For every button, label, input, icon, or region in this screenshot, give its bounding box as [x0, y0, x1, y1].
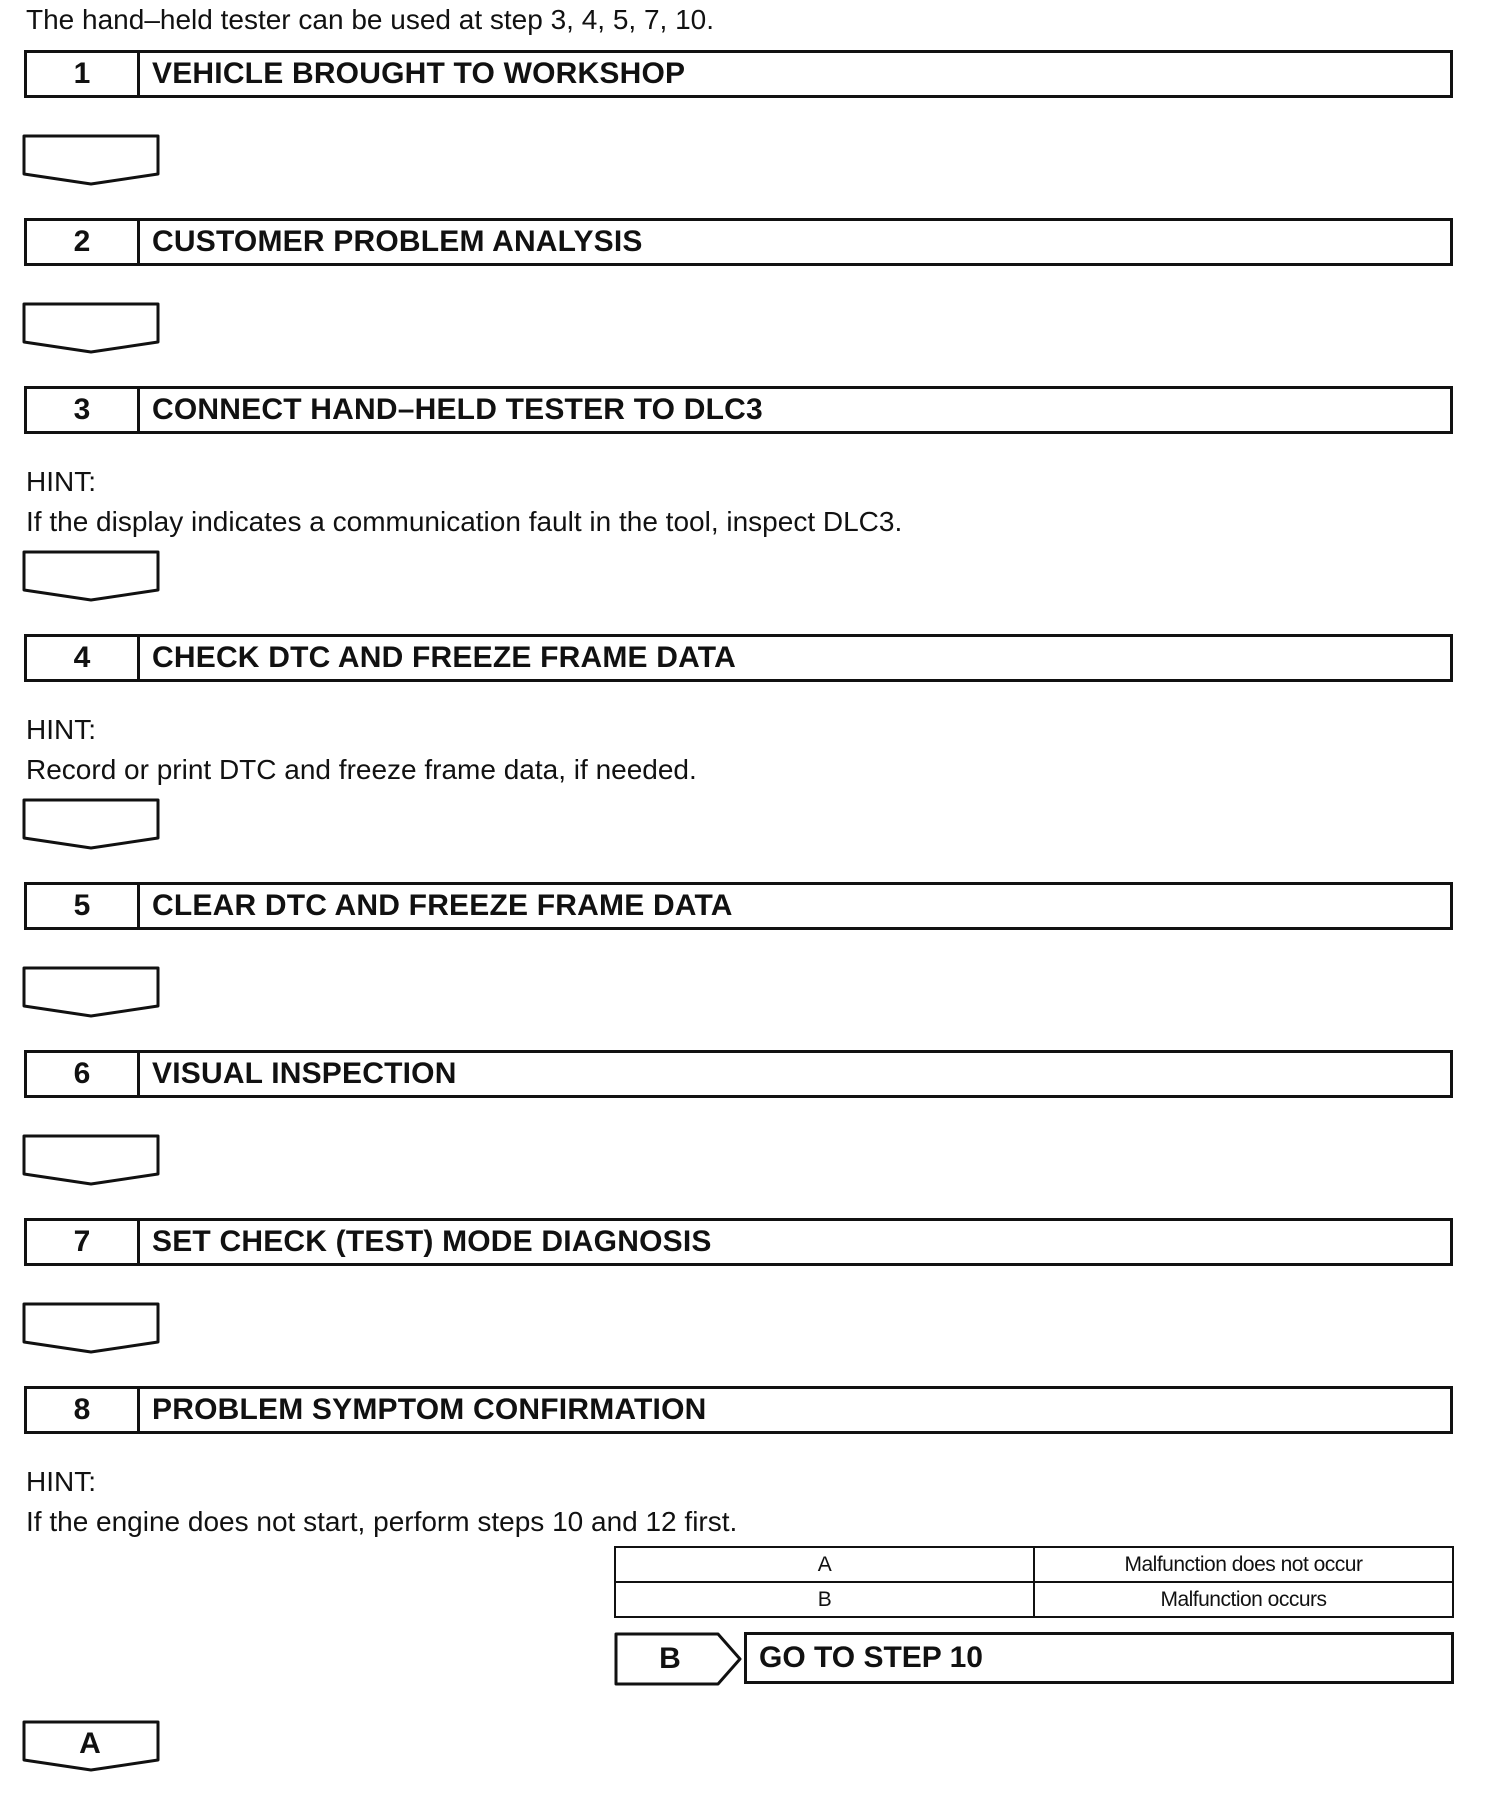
step-title: CONNECT HAND–HELD TESTER TO DLC3 — [152, 393, 763, 426]
step-6-box — [24, 1050, 1453, 1098]
step-number: 8 — [27, 1389, 140, 1431]
hint-label: HINT: — [26, 714, 96, 745]
intro-text: The hand–held tester can be used at step 3, 4, 5, 7, 10. — [26, 4, 715, 35]
step-number: 2 — [27, 221, 140, 263]
result-code: B — [615, 1582, 1034, 1617]
result-description: Malfunction does not occur — [1034, 1547, 1453, 1582]
step-title: PROBLEM SYMPTOM CONFIRMATION — [152, 1393, 707, 1426]
step-number: 1 — [27, 53, 140, 95]
arrow-label: A — [79, 1727, 101, 1760]
step-number: 7 — [27, 1221, 140, 1263]
branch-code: B — [659, 1642, 681, 1675]
flow-arrow-icon — [22, 966, 162, 1018]
hint-text: If the engine does not start, perform steps 10 and 12 first. — [26, 1506, 738, 1537]
flow-arrow-icon — [22, 302, 162, 354]
flow-arrow-icon — [22, 550, 162, 602]
step-title: CLEAR DTC AND FREEZE FRAME DATA — [152, 889, 733, 922]
hint-label: HINT: — [26, 1466, 96, 1497]
flow-arrow-icon — [22, 798, 162, 850]
step-number: 6 — [27, 1053, 140, 1095]
step-3-box — [24, 386, 1453, 434]
result-table — [614, 1546, 1454, 1618]
step-7-box — [24, 1218, 1453, 1266]
hint-text: If the display indicates a communication fault in the tool, inspect DLC3. — [26, 506, 903, 537]
step-number: 3 — [27, 389, 140, 431]
flow-arrow-icon — [22, 1134, 162, 1186]
step-number: 5 — [27, 885, 140, 927]
step-1-box — [24, 50, 1453, 98]
step-title: VISUAL INSPECTION — [152, 1057, 457, 1090]
step-title: VEHICLE BROUGHT TO WORKSHOP — [152, 57, 686, 90]
step-title: CUSTOMER PROBLEM ANALYSIS — [152, 225, 643, 258]
result-description: Malfunction occurs — [1034, 1582, 1453, 1617]
flow-arrow-icon — [22, 134, 162, 186]
step-number: 4 — [27, 637, 140, 679]
hint-label: HINT: — [26, 466, 96, 497]
table-row — [615, 1547, 1453, 1582]
flow-arrow-icon — [22, 1302, 162, 1354]
hint-text: Record or print DTC and freeze frame data, if needed. — [26, 754, 697, 785]
step-title: SET CHECK (TEST) MODE DIAGNOSIS — [152, 1225, 712, 1258]
go-to-step-box: GO TO STEP 10 — [744, 1632, 1454, 1684]
step-title: CHECK DTC AND FREEZE FRAME DATA — [152, 641, 736, 674]
step-4-box — [24, 634, 1453, 682]
step-5-box — [24, 882, 1453, 930]
step-2-box — [24, 218, 1453, 266]
table-row — [615, 1582, 1453, 1617]
result-code: A — [615, 1547, 1034, 1582]
step-8-box — [24, 1386, 1453, 1434]
